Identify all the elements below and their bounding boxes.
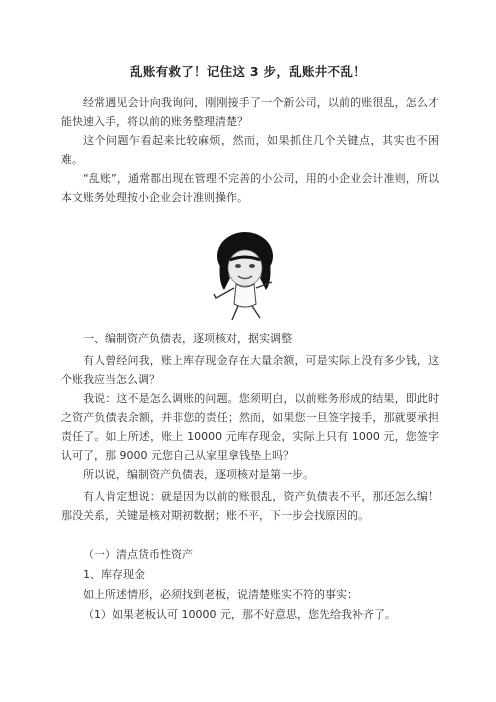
- section-1-paragraph-1: 有人曾经问我，账上库存现金存在大量余额，可是实际上没有多少钱，这个账我应当怎么调？: [61, 354, 439, 386]
- section-1-heading: 一、编制资产负债表，逐项核对，据实调整: [83, 332, 292, 345]
- intro-paragraph-2: 这个问题乍看起来比较麻烦，然而，如果抓住几个关键点，其实也不困难。: [61, 134, 439, 166]
- subsection-heading: （一）清点货币性资产: [83, 548, 193, 561]
- intro-paragraph-3: “乱账”，通常都出现在管理不完善的小公司，用的小企业会计准则，所以本文账务处理按小企业会计准则操作。: [61, 172, 439, 204]
- list-item-text: 如上所述情形，必须找到老板，说清楚账实不符的事实：: [83, 588, 358, 601]
- article-title: 乱账有救了！记住这 3 步，乱账井不乱！: [130, 64, 366, 79]
- intro-paragraph-1: 经常遇见会计向我询问，刚刚接手了一个新公司，以前的账很乱，怎么才能快速入手，将以前的账务整理清楚？: [61, 96, 439, 128]
- list-item-heading: 1、库存现金: [83, 568, 145, 581]
- section-1-paragraph-2: 我说：这不是怎么调账的问题。您须明白，以前账务形成的结果，即此时之资产负债表余额，并非您的责任；然而，如果您一旦签字接手，那就要承担责任了。如上所述，账上 10000 元库存现金，实际上只有 1000 元，您签字认可了，那 9000 元您自己从家里拿钱垫上吗？: [61, 392, 439, 462]
- section-1-paragraph-4: 有人肯定想说：就是因为以前的账很乱，资产负债表不平，那还怎么编！那没关系，关键是核对期初数据；账不平，下一步会找原因的。: [61, 490, 439, 522]
- section-1-paragraph-3: 所以说，编制资产负债表，逐项核对是第一步。: [83, 468, 314, 481]
- list-item-point: （1）如果老板认可 10000 元，那不好意思，您先给我补齐了。: [83, 608, 396, 621]
- meme-face-illustration: [200, 226, 290, 322]
